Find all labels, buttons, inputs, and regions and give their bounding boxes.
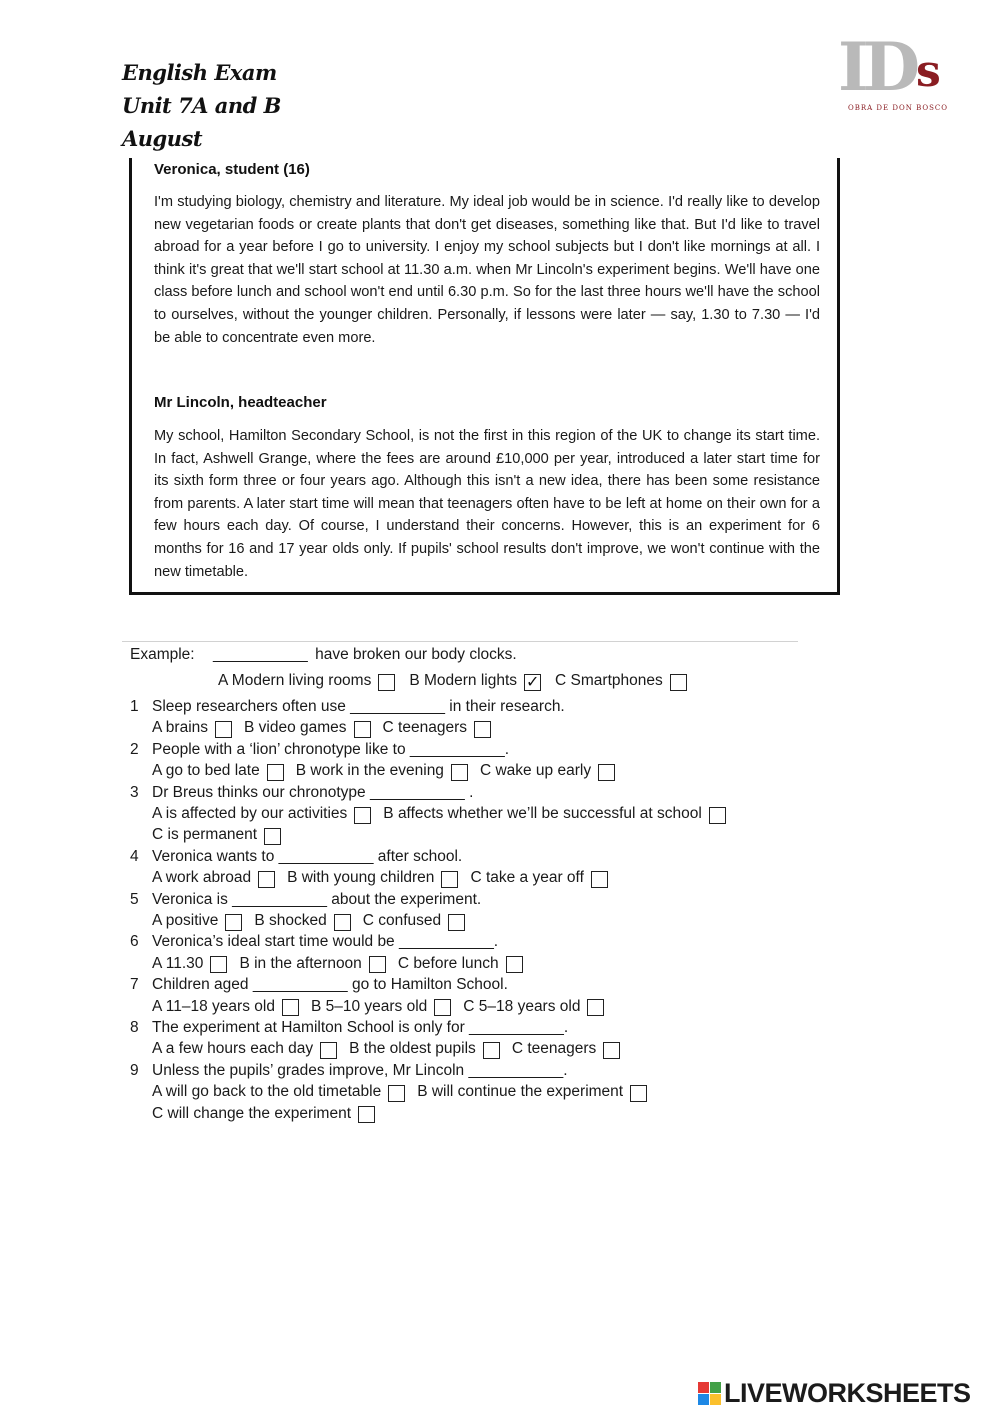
paragraph-line: Lincoln's experiment begins. We'll have one class before lunch and school won't end until [154, 261, 820, 301]
answer-checkbox[interactable] [670, 674, 687, 691]
paragraph-line: have to be left at home on their own for a few hours each day. Of course, I understand their [154, 495, 820, 535]
answer-checkbox[interactable] [215, 721, 232, 738]
answer-option [383, 805, 725, 823]
option-label: B affects whether we’ll be successful at school [383, 805, 702, 822]
question-stem: Children aged ___________ go to Hamilton School. [152, 976, 508, 994]
example-stem [130, 646, 517, 664]
exam-title: English Exam [122, 60, 277, 85]
question-stem: The experiment at Hamilton School is only for ___________. [152, 1019, 569, 1036]
option-label: A is affected by our activities [152, 805, 348, 822]
answer-checkbox[interactable] [598, 764, 615, 781]
question-number: 5 [130, 890, 139, 908]
example-options [218, 672, 701, 690]
option-label: B in the afternoon [239, 954, 362, 972]
answer-option [311, 998, 451, 1016]
option-label: A Modern living rooms [218, 672, 372, 689]
example-stem-text: have broken our body clocks. [315, 646, 517, 663]
answer-option [152, 1040, 337, 1058]
question-options [152, 1040, 632, 1058]
option-label: B shocked [254, 912, 327, 929]
option-label: C wake up early [479, 762, 592, 780]
answer-checkbox[interactable] [474, 721, 491, 738]
answer-option [470, 869, 607, 887]
question-stem: Veronica is ___________ about the experiment. [152, 890, 482, 908]
answer-checkbox[interactable] [258, 871, 275, 888]
brand-icon-square [710, 1382, 721, 1393]
question-number: 7 [130, 976, 139, 994]
paragraph-line: concerns. However, this is an experiment for 6 months for 16 and 17 year olds only. If pupils' [154, 518, 820, 557]
question-options [152, 998, 616, 1016]
option-label: C 5–18 years old [463, 997, 581, 1015]
paragraph-lincoln [154, 425, 820, 583]
question-options [152, 719, 503, 737]
question-number: 8 [130, 1019, 139, 1036]
answer-option [152, 955, 227, 973]
option-label: B 5–10 years old [310, 997, 428, 1015]
answer-option [152, 719, 232, 737]
answer-option [463, 998, 604, 1016]
option-label: B with young children [287, 869, 435, 887]
option-label: B video games [244, 719, 347, 737]
option-label: C teenagers [511, 1040, 597, 1058]
answer-option [480, 762, 615, 780]
option-label: A work abroad [152, 869, 252, 887]
answer-checkbox[interactable] [709, 807, 726, 824]
answer-checkbox[interactable] [264, 828, 281, 845]
paragraph-line: has been some resistance from parents. A later start time will mean that teenagers often [154, 473, 821, 512]
answer-checkbox[interactable] [282, 999, 299, 1016]
option-label: B the oldest pupils [349, 1040, 476, 1058]
answer-option [152, 869, 275, 887]
option-label: C is permanent [152, 826, 258, 844]
answer-checkbox[interactable] [448, 914, 465, 931]
option-label: A will go back to the old timetable [152, 1083, 382, 1101]
question-number: 6 [130, 933, 139, 951]
question-stem: People with a ‘lion’ chronotype like to ___________. [152, 740, 510, 758]
option-label: B will continue the experiment [417, 1083, 624, 1101]
example-label: Example: [130, 646, 195, 663]
paragraph-line: to develop new vegetarian foods or create plants that don't get diseases, something like that. [154, 194, 820, 233]
answer-option [152, 998, 299, 1016]
answer-option [152, 1083, 405, 1101]
question-options [152, 826, 293, 844]
section-heading-lincoln: Mr Lincoln, headteacher [154, 394, 327, 411]
answer-option [555, 672, 687, 690]
answer-checkbox[interactable] [506, 956, 523, 973]
brand-icon-square [710, 1394, 721, 1405]
answer-option [383, 719, 491, 737]
answer-checkbox[interactable] [358, 1106, 375, 1123]
question-stem: Veronica’s ideal start time would be ___________. [152, 933, 499, 951]
question-options [152, 805, 738, 823]
option-label: B Modern lights [409, 672, 518, 689]
reading-passage [129, 158, 840, 595]
paragraph-line: start time. In fact, Ashwell Grange, where the fees are around £10,000 per year, introduced a [154, 428, 821, 467]
question-options [152, 955, 535, 973]
question-stem: Veronica wants to ___________ after school. [152, 847, 463, 865]
option-label: A a few hours each day [152, 1040, 314, 1058]
logo-subtitle: OBRA DE DON BOSCO [848, 104, 948, 112]
answer-option [363, 912, 465, 930]
answer-checkbox[interactable] [320, 1042, 337, 1059]
answer-checkbox[interactable] [354, 807, 371, 824]
answer-checkbox[interactable] [591, 871, 608, 888]
answer-option [152, 762, 284, 780]
question-options [152, 869, 620, 887]
question-options [152, 1105, 387, 1123]
question-options [152, 912, 477, 930]
answer-option [349, 1040, 500, 1058]
paragraph-line: even more. [302, 329, 376, 346]
option-label: B work in the evening [295, 762, 444, 780]
answer-checkbox[interactable] [603, 1042, 620, 1059]
liveworksheets-brand [698, 1378, 971, 1408]
section-heading-veronica: Veronica, student (16) [154, 161, 310, 178]
question-number: 4 [130, 847, 139, 865]
question-stem: Unless the pupils’ grades improve, Mr Lincoln ___________. [152, 1061, 568, 1079]
answer-checkbox-checked[interactable] [524, 674, 541, 691]
exam-month: August [122, 126, 203, 151]
paragraph-line: I don't like mornings at all. I think it's great that we'll start school at 11.30 a.m. when Mr [154, 239, 821, 278]
answer-checkbox[interactable] [483, 1042, 500, 1059]
question-options [152, 1083, 659, 1101]
answer-checkbox[interactable] [210, 956, 227, 973]
answer-option [152, 912, 242, 930]
liveworksheets-icon [698, 1382, 721, 1405]
logo-accent-letter: s [916, 46, 941, 97]
answer-checkbox[interactable] [225, 914, 242, 931]
option-label: C Smartphones [555, 672, 663, 689]
answer-checkbox[interactable] [441, 871, 458, 888]
option-label: C will change the experiment [152, 1104, 352, 1122]
logo-letters: ID [838, 28, 915, 106]
question-stem: Sleep researchers often use ___________ in their research. [152, 698, 565, 715]
question-number: 2 [130, 740, 139, 758]
example-blank: ___________ [212, 646, 308, 663]
option-label: C confused [362, 912, 442, 929]
answer-option [218, 672, 395, 690]
answer-checkbox[interactable] [267, 764, 284, 781]
answer-option [152, 805, 371, 823]
answer-option [417, 1083, 647, 1101]
question-number: 9 [130, 1061, 139, 1079]
exam-unit: Unit 7A and B [122, 93, 281, 118]
option-label: A go to bed late [152, 762, 260, 780]
answer-option [287, 869, 458, 887]
answer-checkbox[interactable] [434, 999, 451, 1016]
answer-option [152, 826, 281, 844]
question-stem: Dr Breus thinks our chronotype ___________ . [152, 783, 474, 801]
answer-checkbox[interactable] [369, 956, 386, 973]
answer-option [239, 955, 385, 973]
answer-option [152, 1105, 375, 1123]
school-logo [838, 28, 960, 118]
paragraph-line: But I'd like to travel abroad for a year before I go to university. I enjoy my school subjects but [154, 216, 820, 256]
paragraph-line: school results don't improve, we won't continue with the new timetable. [154, 540, 820, 580]
answer-checkbox[interactable] [354, 721, 371, 738]
paragraph-line: My school, Hamilton Secondary School, is not the first in this region of the UK to change its [154, 428, 756, 444]
section-divider [122, 641, 798, 642]
option-label: A 11–18 years old [152, 997, 275, 1015]
paragraph-veronica [154, 191, 820, 349]
option-label: A positive [152, 912, 219, 929]
paragraph-line: later start time for its sixth form three or four years ago. Although this isn't a new idea, there [154, 450, 820, 490]
question-number: 3 [130, 783, 139, 801]
answer-checkbox[interactable] [630, 1085, 647, 1102]
brand-name: LIVEWORKSHEETS [724, 1377, 971, 1408]
paragraph-line: children. Personally, if lessons were later — say, 1.30 to 7.30 — I'd be able to concentrate [154, 306, 820, 346]
answer-checkbox[interactable] [378, 674, 395, 691]
brand-icon-square [698, 1382, 709, 1393]
option-label: C before lunch [397, 954, 499, 972]
answer-checkbox[interactable] [334, 914, 351, 931]
answer-option [512, 1040, 620, 1058]
question-options [152, 762, 627, 780]
answer-option [398, 955, 523, 973]
option-label: C teenagers [382, 719, 467, 737]
option-label: A 11.30 [152, 954, 204, 972]
option-label: A brains [152, 719, 209, 737]
answer-checkbox[interactable] [451, 764, 468, 781]
answer-option [296, 762, 468, 780]
answer-option [409, 672, 541, 690]
answer-option [254, 912, 350, 930]
answer-checkbox[interactable] [388, 1085, 405, 1102]
answer-checkbox[interactable] [587, 999, 604, 1016]
brand-icon-square [698, 1394, 709, 1405]
question-number: 1 [130, 698, 139, 715]
paragraph-line: I'm studying biology, chemistry and literature. My ideal job would be in science. I'd really like [154, 194, 753, 210]
option-label: C take a year off [470, 869, 584, 887]
answer-option [244, 719, 371, 737]
paragraph-line: 6.30 p.m. So for the last three hours we'll have the school to ourselves, without the younger [154, 284, 820, 323]
